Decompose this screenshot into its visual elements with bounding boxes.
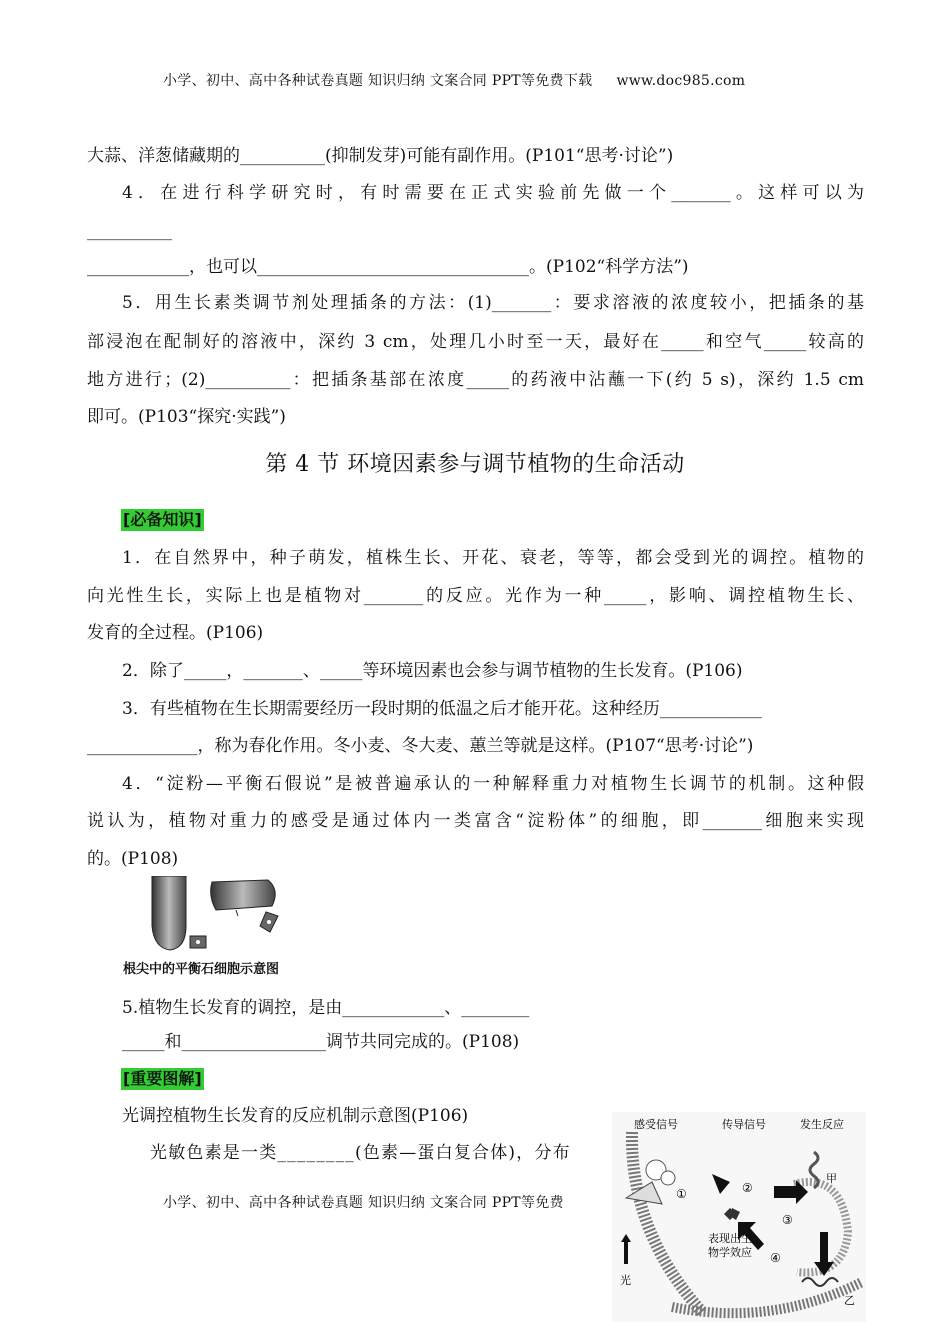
text-line: _____________，称为春化作用。冬小麦、冬大麦、蕙兰等就是这样。(P107“思考·讨论”): [87, 736, 754, 756]
label-transmit: 传导信号: [722, 1118, 766, 1131]
footer-text: 小学、初中、高中各种试卷真题 知识归纳 文案合同 PPT等免费: [163, 1195, 564, 1211]
text-line: 4．“淀粉—平衡石假说”是被普遍承认的一种解释重力对植物生长调节的机制。这种假: [122, 774, 864, 794]
root-statolith-figure: [140, 876, 280, 956]
text-line: 发育的全过程。(P106): [87, 623, 264, 643]
page-footer: [163, 1192, 564, 1212]
text-line: 3．有些植物在生长期需要经历一段时期的低温之后才能开花。这种经历____________: [122, 699, 762, 719]
text-line: 光调控植物生长发育的反应机制示意图(P106): [122, 1106, 469, 1126]
label-yi: 乙: [844, 1294, 855, 1307]
header-text: 小学、初中、高中各种试卷真题 知识归纳 文案合同 PPT等免费下载: [163, 73, 593, 89]
text-line: 5.植物生长发育的调控，是由____________、________: [122, 998, 530, 1018]
text-line: 说认为，植物对重力的感受是通过体内一类富含“淀粉体”的细胞，即_______细胞来实现: [87, 811, 864, 831]
text-line: 1．在自然界中，种子萌发，植株生长、开花、衰老，等等，都会受到光的调控。植物的: [122, 548, 864, 568]
text-line: 大蒜、洋葱储藏期的__________(抑制发芽)可能有副作用。(P101“思考·讨论”): [87, 146, 674, 166]
label-effect-2: 物学效应: [708, 1246, 752, 1259]
section-title: 第 4 节 环境因素参与调节植物的生命活动: [265, 452, 685, 477]
text-line: 4．在进行科学研究时，有时需要在正式实验前先做一个_______。这样可以为: [122, 183, 864, 203]
root-tip-vertical: [152, 876, 186, 950]
root-tip-horizontal: [211, 880, 276, 910]
label-step-2: ②: [742, 1181, 753, 1195]
text-line: __________: [87, 221, 172, 241]
text-line: _____和_________________调节共同完成的。(P108): [122, 1032, 520, 1052]
label-respond: 发生反应: [800, 1118, 844, 1131]
light-signal-diagram: [612, 1112, 866, 1322]
text-line: 部浸泡在配制好的溶液中，深约 3 cm，处理几小时至一天，最好在_____和空气_____较高的: [87, 332, 864, 352]
label-jia: 甲: [826, 1172, 837, 1185]
text-line: 光敏色素是一类________(色素—蛋白复合体)，分布: [150, 1143, 571, 1163]
header-site-link[interactable]: www.doc985.com: [616, 73, 746, 89]
text-line: 地方进行；(2)__________：把插条基部在浓度_____的药液中沾蘸一下(约 5 s)，深约 1.5 cm: [87, 370, 864, 390]
label-effect-1: 表现出生: [708, 1232, 752, 1245]
tag-required-knowledge: [必备知识]: [123, 510, 202, 529]
text-line: ____________，也可以________________________________。(P102“科学方法”): [87, 257, 689, 277]
tag-important-diagram: [重要图解]: [123, 1069, 202, 1088]
label-light: 光: [620, 1274, 631, 1287]
label-sense: 感受信号: [634, 1118, 678, 1131]
page-header: [163, 70, 745, 90]
label-step-1: ①: [676, 1187, 687, 1201]
figure-caption: 根尖中的平衡石细胞示意图: [123, 962, 280, 977]
text-line: 向光性生长，实际上也是植物对_______的反应。光作为一种_____，影响、调控植物生长、: [87, 586, 864, 606]
text-line: 的。(P108): [87, 849, 179, 869]
label-step-3: ③: [782, 1213, 793, 1227]
label-step-4: ④: [770, 1251, 781, 1265]
text-line: 5．用生长素类调节剂处理插条的方法：(1)_______：要求溶液的浓度较小，把插条的基: [122, 293, 864, 313]
text-line: 2．除了_____，_______、_____等环境因素也会参与调节植物的生长发育。(P106): [122, 661, 743, 681]
text-line: 即可。(P103“探究·实践”): [87, 407, 286, 427]
